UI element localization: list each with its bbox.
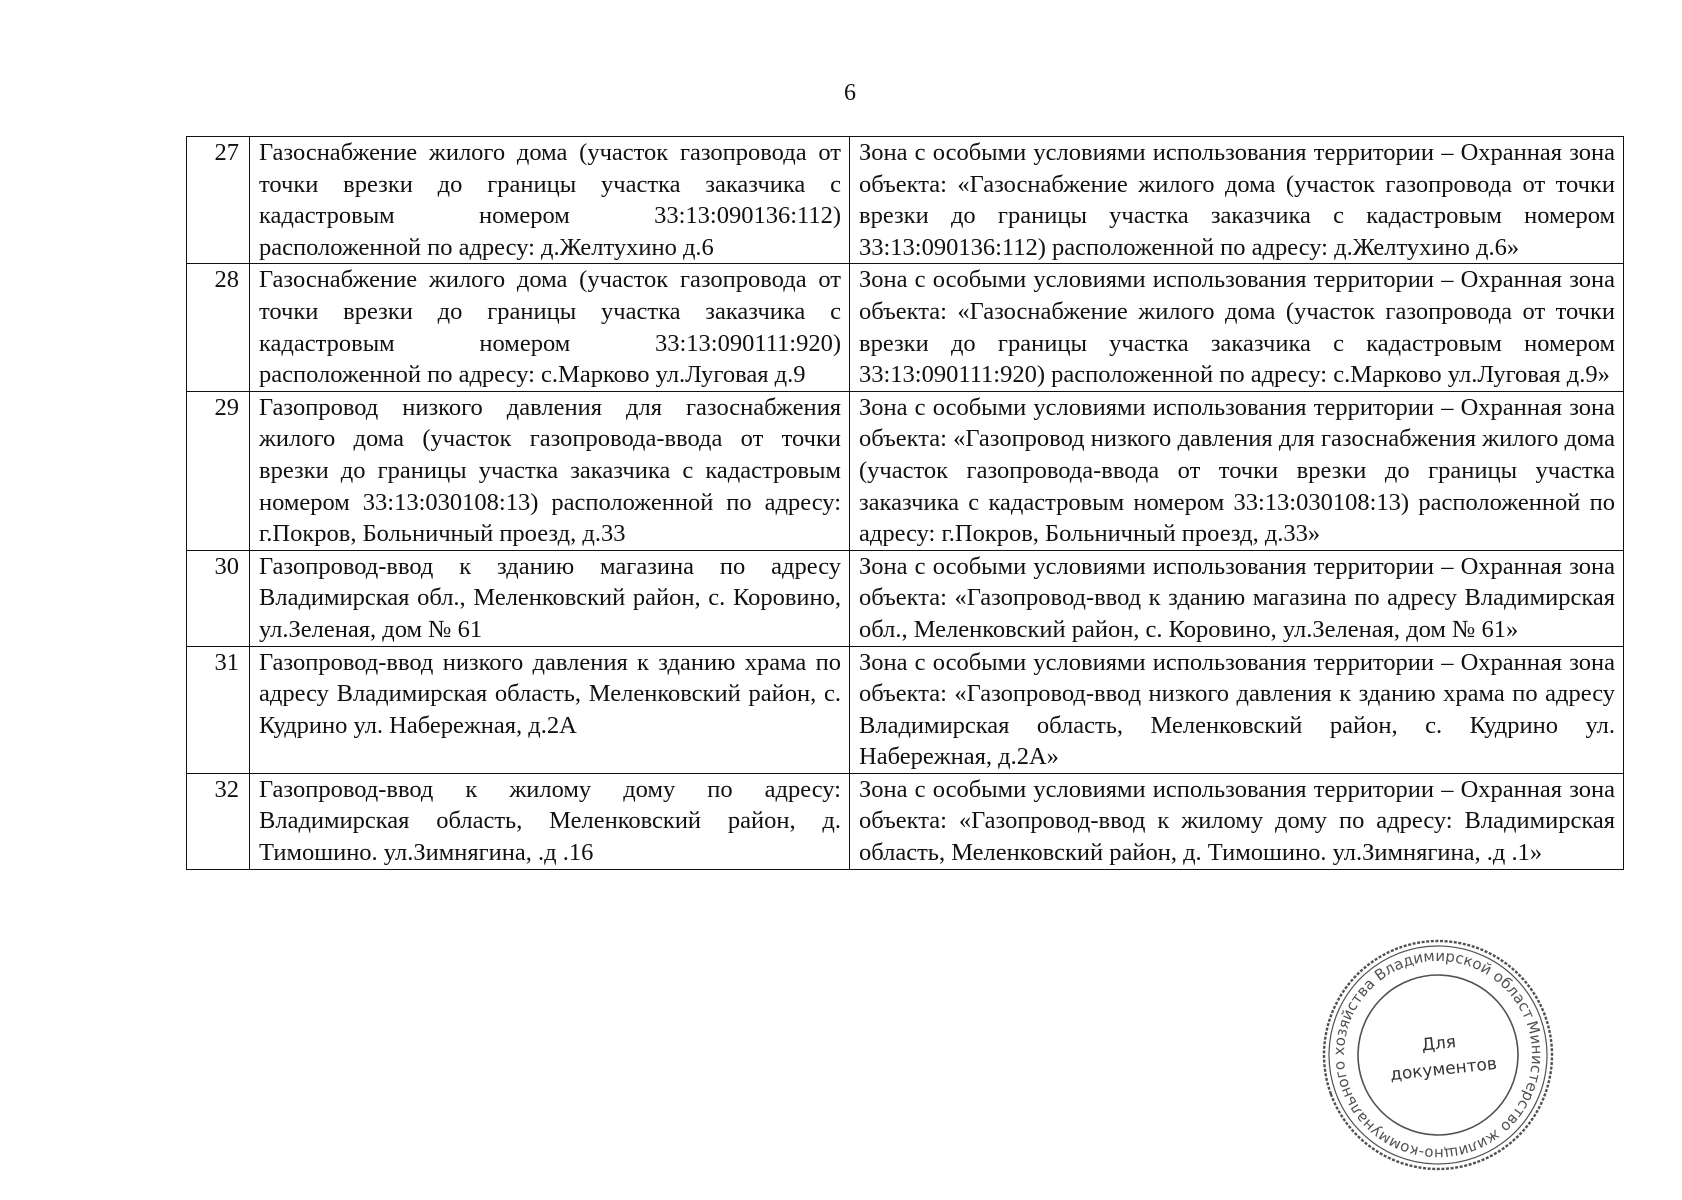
object-description: Газопровод-ввод низкого давления к зданию храма по адресу Владимирская область, Меленковский район, с. Кудрино ул. Набережная, д.2А (250, 646, 850, 773)
object-description: Газопровод низкого давления для газоснабжения жилого дома (участок газопровода-ввода от точки врезки до границы участка заказчика с кадастровым номером 33:13:030108:13) расположенной по адресу: г.Покров, Больничный проезд, д.33 (250, 391, 850, 550)
object-description: Газоснабжение жилого дома (участок газопровода от точки врезки до границы участка заказчика с кадастровым номером 33:13:090136:112) расположенной по адресу: д.Желтухино д.6 (250, 137, 850, 264)
seal-center-text-bottom: документов (1389, 1053, 1498, 1086)
table-row (187, 646, 1624, 773)
zone-description: Зона с особыми условиями использования территории – Охранная зона объекта: «Газоснабжение жилого дома (участок газопровода от точки врезки до границы участка заказчика с кадастровым номером 33:13:090111:920) расположенной по адресу: с.Марково ул.Луговая д.9» (850, 264, 1624, 391)
zone-description: Зона с особыми условиями использования территории – Охранная зона объекта: «Газопровод-ввод к жилому дому по адресу: Владимирская область, Меленковский район, д. Тимошино. ул.Зимнягина, .д .1» (850, 773, 1624, 869)
row-number: 30 (187, 550, 250, 646)
official-seal (1318, 935, 1558, 1175)
row-number: 31 (187, 646, 250, 773)
row-number: 32 (187, 773, 250, 869)
zone-description: Зона с особыми условиями использования территории – Охранная зона объекта: «Газопровод низкого давления для газоснабжения жилого дома (участок газопровода-ввода от точки врезки до границы участка заказчика с кадастровым номером 33:13:030108:13) расположенной по адресу: г.Покров, Больничный проезд, д.33» (850, 391, 1624, 550)
table-row (187, 391, 1624, 550)
zone-description: Зона с особыми условиями использования территории – Охранная зона объекта: «Газоснабжение жилого дома (участок газопровода от точки врезки до границы участка заказчика с кадастровым номером 33:13:090136:112) расположенной по адресу: д.Желтухино д.6» (850, 137, 1624, 264)
svg-text:Министерство жилищно-коммуналь (1318, 935, 1558, 1175)
page-number: 6 (844, 80, 856, 106)
object-description: Газопровод-ввод к жилому дому по адресу: Владимирская область, Меленковский район, д. Тимошино. ул.Зимнягина, .д .16 (250, 773, 850, 869)
table-row (187, 773, 1624, 869)
table-row (187, 137, 1624, 264)
object-description: Газопровод-ввод к зданию магазина по адресу Владимирская обл., Меленковский район, с. Коровино, ул.Зеленая, дом № 61 (250, 550, 850, 646)
row-number: 29 (187, 391, 250, 550)
object-description: Газоснабжение жилого дома (участок газопровода от точки врезки до границы участка заказчика с кадастровым номером 33:13:090111:920) расположенной по адресу: с.Марково ул.Луговая д.9 (250, 264, 850, 391)
zones-table (186, 136, 1624, 870)
row-number: 28 (187, 264, 250, 391)
zones-table-body (187, 137, 1624, 870)
table-row (187, 264, 1624, 391)
seal-ring-text: Министерство жилищно-коммунального хозяйства Владимирской области (1329, 946, 1547, 1164)
row-number: 27 (187, 137, 250, 264)
zone-description: Зона с особыми условиями использования территории – Охранная зона объекта: «Газопровод-ввод к зданию магазина по адресу Владимирская обл., Меленковский район, с. Коровино, ул.Зеленая, дом № 61» (850, 550, 1624, 646)
table-row (187, 550, 1624, 646)
zone-description: Зона с особыми условиями использования территории – Охранная зона объекта: «Газопровод-ввод низкого давления к зданию храма по адресу Владимирская область, Меленковский район, с. Кудрино ул. Набережная, д.2А» (850, 646, 1624, 773)
seal-center-text-top: Для (1420, 1032, 1457, 1056)
